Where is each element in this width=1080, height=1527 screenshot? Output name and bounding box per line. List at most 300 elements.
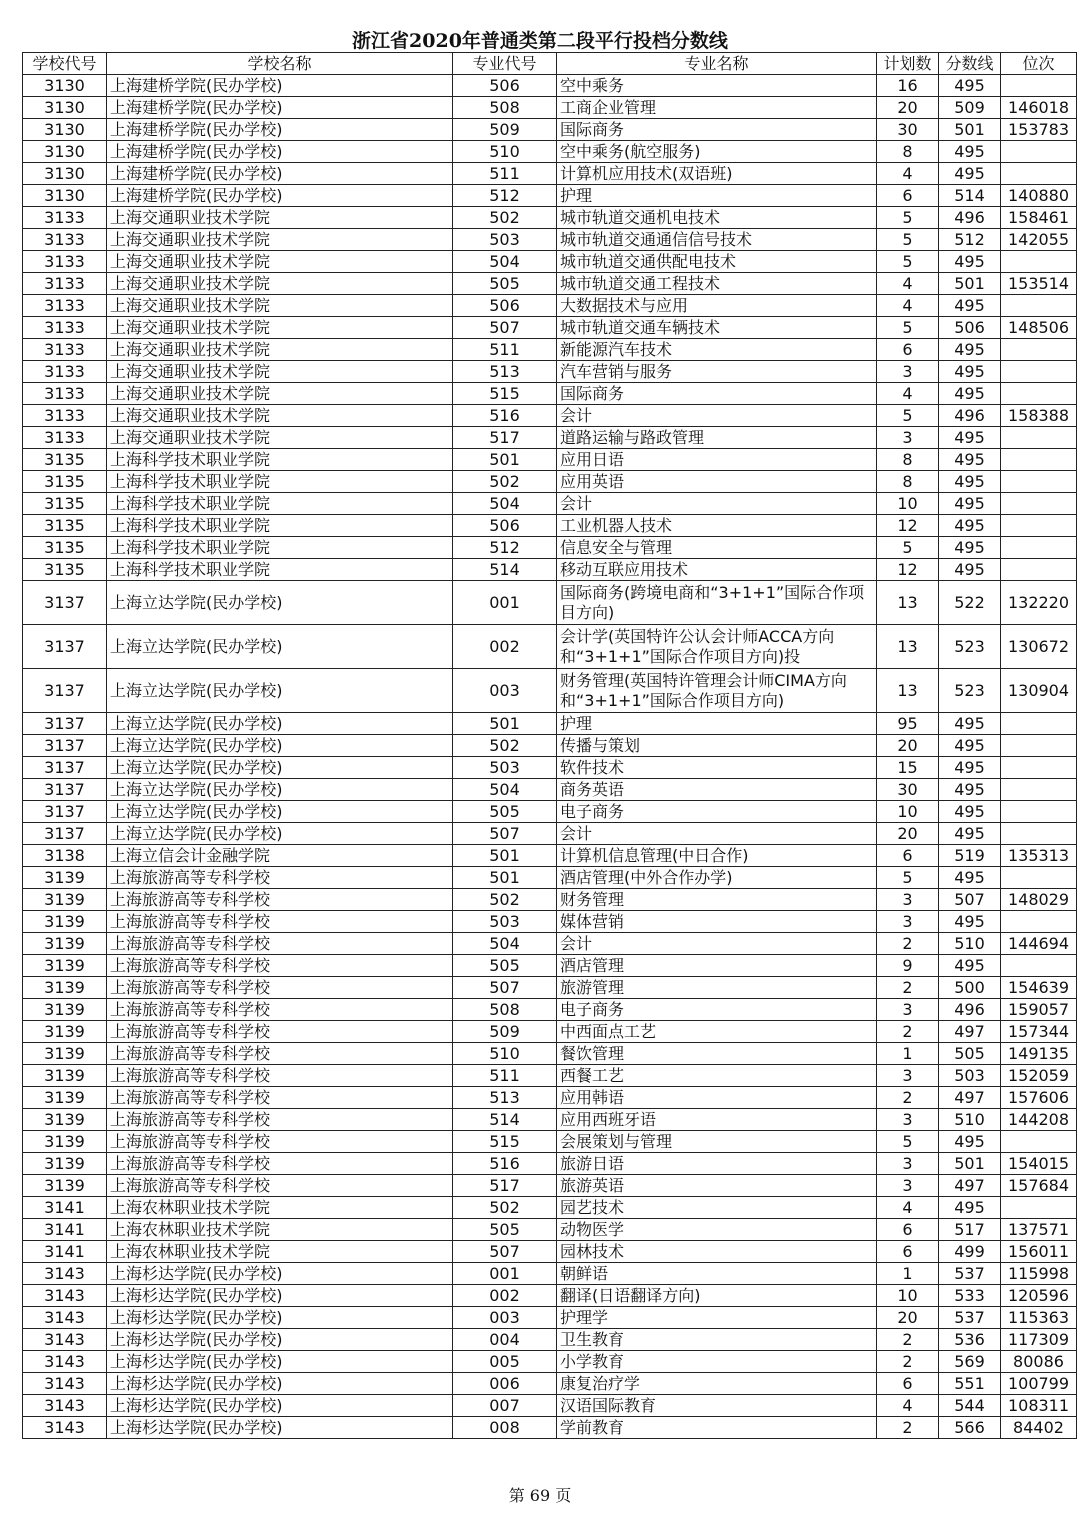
cell-school-name: 上海杉达学院(民办学校) bbox=[107, 1307, 453, 1329]
cell-major-code: 007 bbox=[453, 1395, 557, 1417]
cell-rank bbox=[1001, 823, 1077, 845]
cell-school-name: 上海旅游高等专科学校 bbox=[107, 977, 453, 999]
cell-school-code: 3139 bbox=[23, 867, 107, 889]
table-row bbox=[23, 317, 1077, 339]
cell-school-name: 上海立达学院(民办学校) bbox=[107, 735, 453, 757]
cell-school-code: 3137 bbox=[23, 779, 107, 801]
cell-major-code: 515 bbox=[453, 383, 557, 405]
cell-rank bbox=[1001, 295, 1077, 317]
cell-school-code: 3139 bbox=[23, 1021, 107, 1043]
cell-rank: 156011 bbox=[1001, 1241, 1077, 1263]
cell-rank bbox=[1001, 801, 1077, 823]
cell-plan-count: 20 bbox=[877, 823, 939, 845]
cell-plan-count: 8 bbox=[877, 141, 939, 163]
cell-major-code: 505 bbox=[453, 801, 557, 823]
cell-major-code: 511 bbox=[453, 1065, 557, 1087]
cell-score-line: 497 bbox=[939, 1087, 1001, 1109]
cell-plan-count: 2 bbox=[877, 977, 939, 999]
cell-school-name: 上海立达学院(民办学校) bbox=[107, 581, 453, 625]
cell-score-line: 495 bbox=[939, 295, 1001, 317]
cell-major-code: 503 bbox=[453, 757, 557, 779]
cell-major-code: 001 bbox=[453, 1263, 557, 1285]
cell-major-code: 008 bbox=[453, 1417, 557, 1439]
table-row bbox=[23, 97, 1077, 119]
cell-plan-count: 4 bbox=[877, 1197, 939, 1219]
cell-major-name: 旅游英语 bbox=[557, 1175, 877, 1197]
cell-major-name: 会展策划与管理 bbox=[557, 1131, 877, 1153]
cell-plan-count: 5 bbox=[877, 251, 939, 273]
cell-school-code: 3133 bbox=[23, 317, 107, 339]
cell-score-line: 495 bbox=[939, 427, 1001, 449]
cell-rank: 100799 bbox=[1001, 1373, 1077, 1395]
cell-major-name: 餐饮管理 bbox=[557, 1043, 877, 1065]
cell-major-name: 大数据技术与应用 bbox=[557, 295, 877, 317]
cell-plan-count: 3 bbox=[877, 1109, 939, 1131]
cell-plan-count: 5 bbox=[877, 317, 939, 339]
cell-major-name: 中西面点工艺 bbox=[557, 1021, 877, 1043]
cell-major-code: 504 bbox=[453, 933, 557, 955]
cell-rank bbox=[1001, 75, 1077, 97]
cell-plan-count: 2 bbox=[877, 1087, 939, 1109]
cell-school-name: 上海科学技术职业学院 bbox=[107, 559, 453, 581]
cell-rank: 132220 bbox=[1001, 581, 1077, 625]
cell-rank bbox=[1001, 1131, 1077, 1153]
cell-plan-count: 5 bbox=[877, 207, 939, 229]
cell-school-name: 上海交通职业技术学院 bbox=[107, 339, 453, 361]
cell-major-code: 517 bbox=[453, 1175, 557, 1197]
cell-school-code: 3143 bbox=[23, 1351, 107, 1373]
cell-school-code: 3137 bbox=[23, 801, 107, 823]
cell-score-line: 537 bbox=[939, 1263, 1001, 1285]
cell-plan-count: 2 bbox=[877, 1351, 939, 1373]
table-row bbox=[23, 889, 1077, 911]
cell-major-code: 510 bbox=[453, 1043, 557, 1065]
cell-plan-count: 10 bbox=[877, 801, 939, 823]
table-row bbox=[23, 823, 1077, 845]
cell-rank: 140880 bbox=[1001, 185, 1077, 207]
cell-plan-count: 1 bbox=[877, 1263, 939, 1285]
cell-plan-count: 5 bbox=[877, 867, 939, 889]
cell-score-line: 533 bbox=[939, 1285, 1001, 1307]
cell-school-code: 3143 bbox=[23, 1307, 107, 1329]
table-row bbox=[23, 1329, 1077, 1351]
cell-major-name: 朝鲜语 bbox=[557, 1263, 877, 1285]
cell-major-name: 应用韩语 bbox=[557, 1087, 877, 1109]
cell-plan-count: 20 bbox=[877, 735, 939, 757]
cell-score-line: 510 bbox=[939, 1109, 1001, 1131]
cell-score-line: 495 bbox=[939, 537, 1001, 559]
cell-score-line: 496 bbox=[939, 999, 1001, 1021]
cell-school-code: 3139 bbox=[23, 1043, 107, 1065]
cell-plan-count: 6 bbox=[877, 1219, 939, 1241]
cell-school-name: 上海交通职业技术学院 bbox=[107, 405, 453, 427]
cell-school-code: 3135 bbox=[23, 515, 107, 537]
cell-score-line: 506 bbox=[939, 317, 1001, 339]
cell-rank: 144694 bbox=[1001, 933, 1077, 955]
cell-school-code: 3133 bbox=[23, 361, 107, 383]
cell-rank: 120596 bbox=[1001, 1285, 1077, 1307]
cell-rank bbox=[1001, 449, 1077, 471]
cell-major-name: 计算机应用技术(双语班) bbox=[557, 163, 877, 185]
cell-major-code: 502 bbox=[453, 471, 557, 493]
cell-major-code: 514 bbox=[453, 559, 557, 581]
cell-major-name: 会计 bbox=[557, 493, 877, 515]
cell-school-code: 3135 bbox=[23, 449, 107, 471]
cell-school-code: 3139 bbox=[23, 889, 107, 911]
cell-major-name: 旅游日语 bbox=[557, 1153, 877, 1175]
cell-rank bbox=[1001, 141, 1077, 163]
cell-rank: 135313 bbox=[1001, 845, 1077, 867]
cell-rank: 154015 bbox=[1001, 1153, 1077, 1175]
table-row bbox=[23, 1285, 1077, 1307]
cell-major-name: 工业机器人技术 bbox=[557, 515, 877, 537]
cell-school-code: 3139 bbox=[23, 1175, 107, 1197]
table-body bbox=[23, 75, 1077, 1439]
table-row bbox=[23, 185, 1077, 207]
cell-plan-count: 5 bbox=[877, 1131, 939, 1153]
cell-rank: 108311 bbox=[1001, 1395, 1077, 1417]
table-row bbox=[23, 471, 1077, 493]
cell-score-line: 512 bbox=[939, 229, 1001, 251]
page-number: 第 69 页 bbox=[508, 1486, 572, 1505]
cell-plan-count: 12 bbox=[877, 559, 939, 581]
cell-score-line: 496 bbox=[939, 405, 1001, 427]
cell-plan-count: 6 bbox=[877, 339, 939, 361]
cell-major-name: 城市轨道交通机电技术 bbox=[557, 207, 877, 229]
cell-major-code: 002 bbox=[453, 625, 557, 669]
cell-rank: 144208 bbox=[1001, 1109, 1077, 1131]
cell-major-name: 计算机信息管理(中日合作) bbox=[557, 845, 877, 867]
cell-school-name: 上海科学技术职业学院 bbox=[107, 493, 453, 515]
cell-school-code: 3130 bbox=[23, 141, 107, 163]
cell-plan-count: 5 bbox=[877, 229, 939, 251]
table-row bbox=[23, 229, 1077, 251]
cell-school-code: 3133 bbox=[23, 207, 107, 229]
cell-major-code: 504 bbox=[453, 493, 557, 515]
cell-school-name: 上海杉达学院(民办学校) bbox=[107, 1395, 453, 1417]
cell-school-name: 上海建桥学院(民办学校) bbox=[107, 163, 453, 185]
cell-major-code: 509 bbox=[453, 1021, 557, 1043]
cell-school-code: 3139 bbox=[23, 955, 107, 977]
cell-school-name: 上海杉达学院(民办学校) bbox=[107, 1285, 453, 1307]
cell-plan-count: 95 bbox=[877, 713, 939, 735]
cell-major-code: 508 bbox=[453, 97, 557, 119]
cell-plan-count: 6 bbox=[877, 1373, 939, 1395]
cell-major-name: 汽车营销与服务 bbox=[557, 361, 877, 383]
cell-plan-count: 13 bbox=[877, 625, 939, 669]
cell-plan-count: 30 bbox=[877, 779, 939, 801]
cell-major-name: 城市轨道交通通信信号技术 bbox=[557, 229, 877, 251]
cell-major-name: 动物医学 bbox=[557, 1219, 877, 1241]
cell-major-name: 电子商务 bbox=[557, 801, 877, 823]
table-row bbox=[23, 559, 1077, 581]
cell-plan-count: 3 bbox=[877, 1153, 939, 1175]
cell-score-line: 505 bbox=[939, 1043, 1001, 1065]
cell-score-line: 495 bbox=[939, 361, 1001, 383]
table-row bbox=[23, 295, 1077, 317]
cell-school-name: 上海立信会计金融学院 bbox=[107, 845, 453, 867]
cell-score-line: 523 bbox=[939, 669, 1001, 713]
cell-rank: 149135 bbox=[1001, 1043, 1077, 1065]
cell-school-name: 上海建桥学院(民办学校) bbox=[107, 185, 453, 207]
cell-major-name: 国际商务 bbox=[557, 119, 877, 141]
cell-rank: 146018 bbox=[1001, 97, 1077, 119]
cell-school-name: 上海农林职业技术学院 bbox=[107, 1241, 453, 1263]
cell-score-line: 499 bbox=[939, 1241, 1001, 1263]
cell-major-code: 507 bbox=[453, 823, 557, 845]
cell-plan-count: 20 bbox=[877, 1307, 939, 1329]
cell-major-code: 506 bbox=[453, 515, 557, 537]
cell-plan-count: 4 bbox=[877, 1395, 939, 1417]
cell-major-code: 503 bbox=[453, 911, 557, 933]
cell-major-code: 502 bbox=[453, 207, 557, 229]
cell-rank bbox=[1001, 515, 1077, 537]
cell-score-line: 514 bbox=[939, 185, 1001, 207]
cell-school-code: 3137 bbox=[23, 757, 107, 779]
cell-score-line: 519 bbox=[939, 845, 1001, 867]
header-major-name: 专业名称 bbox=[557, 53, 877, 75]
cell-major-code: 511 bbox=[453, 163, 557, 185]
cell-score-line: 495 bbox=[939, 757, 1001, 779]
table-row bbox=[23, 1131, 1077, 1153]
cell-plan-count: 3 bbox=[877, 999, 939, 1021]
cell-plan-count: 9 bbox=[877, 955, 939, 977]
cell-rank: 130672 bbox=[1001, 625, 1077, 669]
cell-school-code: 3143 bbox=[23, 1285, 107, 1307]
cell-major-name: 媒体营销 bbox=[557, 911, 877, 933]
table-row bbox=[23, 867, 1077, 889]
cell-rank bbox=[1001, 559, 1077, 581]
cell-school-code: 3133 bbox=[23, 295, 107, 317]
cell-score-line: 495 bbox=[939, 251, 1001, 273]
cell-school-code: 3139 bbox=[23, 1131, 107, 1153]
header-major-code: 专业代号 bbox=[453, 53, 557, 75]
header-rank: 位次 bbox=[1001, 53, 1077, 75]
table-row bbox=[23, 75, 1077, 97]
cell-major-code: 501 bbox=[453, 867, 557, 889]
cell-major-name: 应用英语 bbox=[557, 471, 877, 493]
cell-plan-count: 1 bbox=[877, 1043, 939, 1065]
cell-major-name: 工商企业管理 bbox=[557, 97, 877, 119]
cell-school-code: 3141 bbox=[23, 1241, 107, 1263]
cell-major-name: 软件技术 bbox=[557, 757, 877, 779]
cell-score-line: 495 bbox=[939, 493, 1001, 515]
cell-major-name: 汉语国际教育 bbox=[557, 1395, 877, 1417]
cell-rank: 157684 bbox=[1001, 1175, 1077, 1197]
cell-school-code: 3133 bbox=[23, 251, 107, 273]
cell-major-name: 会计 bbox=[557, 405, 877, 427]
cell-major-name: 会计学(英国特许公认会计师ACCA方向和“3+1+1”国际合作项目方向)投 bbox=[557, 625, 877, 669]
cell-school-code: 3141 bbox=[23, 1197, 107, 1219]
table-row bbox=[23, 405, 1077, 427]
table-row bbox=[23, 581, 1077, 625]
cell-rank bbox=[1001, 493, 1077, 515]
cell-school-code: 3141 bbox=[23, 1219, 107, 1241]
header-school-name: 学校名称 bbox=[107, 53, 453, 75]
cell-school-code: 3143 bbox=[23, 1417, 107, 1439]
cell-plan-count: 8 bbox=[877, 449, 939, 471]
cell-school-name: 上海立达学院(民办学校) bbox=[107, 823, 453, 845]
cell-school-name: 上海交通职业技术学院 bbox=[107, 427, 453, 449]
cell-plan-count: 4 bbox=[877, 295, 939, 317]
cell-rank: 117309 bbox=[1001, 1329, 1077, 1351]
cell-plan-count: 3 bbox=[877, 361, 939, 383]
cell-rank: 153783 bbox=[1001, 119, 1077, 141]
table-row bbox=[23, 1219, 1077, 1241]
cell-school-code: 3139 bbox=[23, 911, 107, 933]
cell-major-code: 516 bbox=[453, 405, 557, 427]
cell-plan-count: 3 bbox=[877, 1175, 939, 1197]
table-row bbox=[23, 977, 1077, 999]
cell-major-code: 507 bbox=[453, 317, 557, 339]
cell-school-code: 3143 bbox=[23, 1329, 107, 1351]
cell-score-line: 501 bbox=[939, 273, 1001, 295]
cell-school-code: 3143 bbox=[23, 1373, 107, 1395]
table-row bbox=[23, 801, 1077, 823]
cell-score-line: 495 bbox=[939, 713, 1001, 735]
table-row bbox=[23, 361, 1077, 383]
cell-plan-count: 10 bbox=[877, 493, 939, 515]
cell-school-code: 3137 bbox=[23, 669, 107, 713]
cell-school-code: 3133 bbox=[23, 405, 107, 427]
cell-school-code: 3135 bbox=[23, 537, 107, 559]
page-title: 浙江省2020年普通类第二段平行投档分数线 bbox=[352, 30, 728, 52]
cell-major-name: 会计 bbox=[557, 933, 877, 955]
cell-school-name: 上海交通职业技术学院 bbox=[107, 361, 453, 383]
cell-major-code: 502 bbox=[453, 889, 557, 911]
cell-school-code: 3133 bbox=[23, 273, 107, 295]
cell-major-code: 512 bbox=[453, 185, 557, 207]
cell-school-code: 3139 bbox=[23, 1087, 107, 1109]
cell-school-code: 3137 bbox=[23, 625, 107, 669]
cell-rank bbox=[1001, 251, 1077, 273]
cell-school-name: 上海杉达学院(民办学校) bbox=[107, 1329, 453, 1351]
cell-plan-count: 2 bbox=[877, 933, 939, 955]
cell-plan-count: 4 bbox=[877, 163, 939, 185]
table-row bbox=[23, 669, 1077, 713]
cell-rank bbox=[1001, 867, 1077, 889]
cell-major-code: 504 bbox=[453, 779, 557, 801]
cell-school-code: 3138 bbox=[23, 845, 107, 867]
cell-school-code: 3130 bbox=[23, 75, 107, 97]
cell-major-name: 新能源汽车技术 bbox=[557, 339, 877, 361]
cell-rank: 80086 bbox=[1001, 1351, 1077, 1373]
cell-major-code: 502 bbox=[453, 735, 557, 757]
cell-school-code: 3133 bbox=[23, 427, 107, 449]
cell-plan-count: 5 bbox=[877, 537, 939, 559]
cell-school-name: 上海立达学院(民办学校) bbox=[107, 801, 453, 823]
table-row bbox=[23, 273, 1077, 295]
cell-school-code: 3130 bbox=[23, 185, 107, 207]
cell-major-name: 园艺技术 bbox=[557, 1197, 877, 1219]
cell-score-line: 522 bbox=[939, 581, 1001, 625]
cell-school-code: 3135 bbox=[23, 493, 107, 515]
table-row bbox=[23, 1021, 1077, 1043]
cell-school-name: 上海农林职业技术学院 bbox=[107, 1219, 453, 1241]
cell-major-name: 应用日语 bbox=[557, 449, 877, 471]
table-row bbox=[23, 449, 1077, 471]
cell-rank bbox=[1001, 471, 1077, 493]
header-plan-count: 计划数 bbox=[877, 53, 939, 75]
cell-score-line: 500 bbox=[939, 977, 1001, 999]
cell-major-code: 514 bbox=[453, 1109, 557, 1131]
table-row bbox=[23, 1175, 1077, 1197]
cell-major-name: 空中乘务(航空服务) bbox=[557, 141, 877, 163]
cell-major-name: 财务管理(英国特许管理会计师CIMA方向和“3+1+1”国际合作项目方向) bbox=[557, 669, 877, 713]
cell-score-line: 495 bbox=[939, 449, 1001, 471]
cell-major-name: 商务英语 bbox=[557, 779, 877, 801]
cell-major-code: 502 bbox=[453, 1197, 557, 1219]
cell-school-name: 上海旅游高等专科学校 bbox=[107, 1087, 453, 1109]
table-row bbox=[23, 1197, 1077, 1219]
cell-major-code: 511 bbox=[453, 339, 557, 361]
cell-score-line: 523 bbox=[939, 625, 1001, 669]
table-row bbox=[23, 1241, 1077, 1263]
cell-plan-count: 30 bbox=[877, 119, 939, 141]
cell-school-code: 3139 bbox=[23, 1065, 107, 1087]
cell-school-code: 3139 bbox=[23, 1153, 107, 1175]
cell-plan-count: 4 bbox=[877, 383, 939, 405]
table-row bbox=[23, 625, 1077, 669]
cell-major-name: 空中乘务 bbox=[557, 75, 877, 97]
cell-plan-count: 2 bbox=[877, 1417, 939, 1439]
cell-rank: 157344 bbox=[1001, 1021, 1077, 1043]
cell-plan-count: 12 bbox=[877, 515, 939, 537]
cell-rank: 158461 bbox=[1001, 207, 1077, 229]
cell-plan-count: 2 bbox=[877, 1329, 939, 1351]
table-row bbox=[23, 999, 1077, 1021]
cell-school-name: 上海交通职业技术学院 bbox=[107, 273, 453, 295]
cell-school-name: 上海旅游高等专科学校 bbox=[107, 867, 453, 889]
cell-major-code: 506 bbox=[453, 75, 557, 97]
cell-school-name: 上海科学技术职业学院 bbox=[107, 471, 453, 493]
cell-score-line: 551 bbox=[939, 1373, 1001, 1395]
cell-score-line: 495 bbox=[939, 383, 1001, 405]
cell-rank: 142055 bbox=[1001, 229, 1077, 251]
cell-major-name: 护理学 bbox=[557, 1307, 877, 1329]
cell-major-name: 小学教育 bbox=[557, 1351, 877, 1373]
table-row bbox=[23, 537, 1077, 559]
cell-rank bbox=[1001, 537, 1077, 559]
cell-major-code: 515 bbox=[453, 1131, 557, 1153]
cell-school-name: 上海旅游高等专科学校 bbox=[107, 933, 453, 955]
cell-score-line: 495 bbox=[939, 867, 1001, 889]
table-row bbox=[23, 845, 1077, 867]
cell-score-line: 510 bbox=[939, 933, 1001, 955]
cell-school-name: 上海交通职业技术学院 bbox=[107, 251, 453, 273]
cell-school-code: 3130 bbox=[23, 97, 107, 119]
cell-school-name: 上海旅游高等专科学校 bbox=[107, 1065, 453, 1087]
cell-rank bbox=[1001, 1197, 1077, 1219]
cell-major-name: 会计 bbox=[557, 823, 877, 845]
table-row bbox=[23, 779, 1077, 801]
cell-score-line: 495 bbox=[939, 1197, 1001, 1219]
cell-rank: 154639 bbox=[1001, 977, 1077, 999]
cell-school-code: 3133 bbox=[23, 339, 107, 361]
cell-major-code: 505 bbox=[453, 273, 557, 295]
cell-school-name: 上海旅游高等专科学校 bbox=[107, 1131, 453, 1153]
cell-score-line: 496 bbox=[939, 207, 1001, 229]
table-row bbox=[23, 207, 1077, 229]
cell-major-name: 护理 bbox=[557, 713, 877, 735]
header-score-line: 分数线 bbox=[939, 53, 1001, 75]
table-row bbox=[23, 1153, 1077, 1175]
cell-major-code: 513 bbox=[453, 1087, 557, 1109]
cell-plan-count: 2 bbox=[877, 1021, 939, 1043]
cell-score-line: 497 bbox=[939, 1021, 1001, 1043]
cell-rank bbox=[1001, 713, 1077, 735]
cell-major-code: 509 bbox=[453, 119, 557, 141]
